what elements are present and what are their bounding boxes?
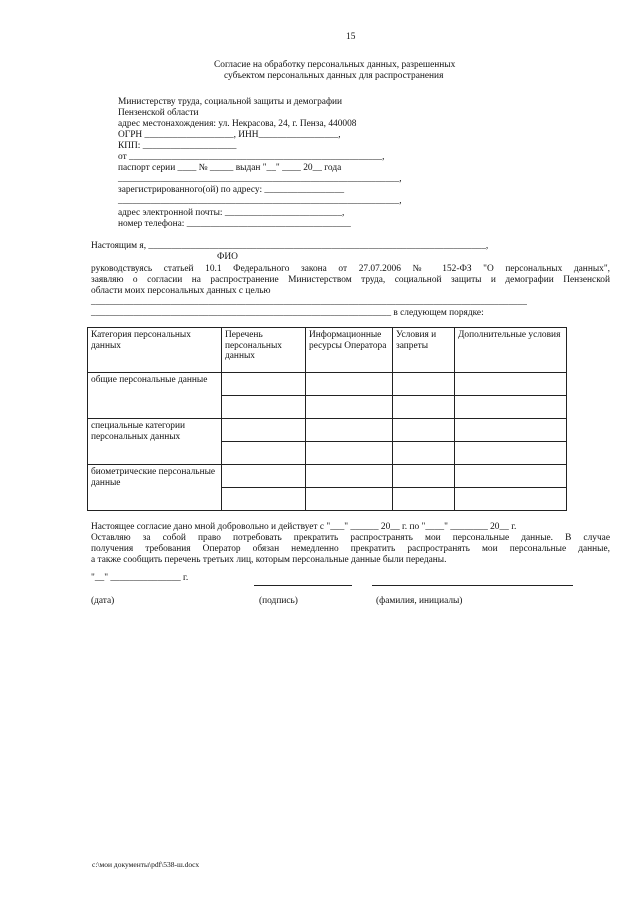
- from-field: от ______________________________________________________,: [118, 152, 385, 162]
- passport-cont-field: ____________________________________________________________,: [118, 174, 402, 184]
- table-category-cell: биометрические персональные данные: [88, 465, 222, 511]
- table-cell: [306, 465, 393, 488]
- table-header-cell: Информационные ресурсы Оператора: [306, 328, 393, 373]
- guided-line-1: руководствуясь статьей 10.1 Федерального закона от 27.07.2006 № 152-ФЗ "О персональных данных",: [91, 264, 610, 274]
- table-row: [88, 419, 567, 442]
- table-row: [88, 373, 567, 396]
- email-field: адрес электронной почты: _________________________,: [118, 208, 345, 218]
- table-cell: [455, 419, 567, 442]
- table-cell: [306, 396, 393, 419]
- title-line-1: Согласие на обработку персональных данных, разрешенных: [214, 60, 456, 70]
- footer-file-path: c:\мои документы\pdf\538-ш.docx: [92, 860, 200, 869]
- name-line: [372, 585, 573, 586]
- phone-field: номер телефона: ___________________________________: [118, 219, 351, 229]
- table-cell: [393, 465, 455, 488]
- addressee-address: адрес местонахождения: ул. Некрасова, 24, г. Пенза, 440008: [118, 119, 357, 129]
- table-cell: [222, 373, 306, 396]
- title-line-2: субъектом персональных данных для распространения: [224, 71, 444, 81]
- addressee-line-1: Министерству труда, социальной защиты и демографии: [118, 97, 343, 107]
- signature-label: (подпись): [259, 596, 298, 606]
- passport-field: паспорт серии ____ № _____ выдан "__" ____ 20__ года: [118, 163, 342, 173]
- intro-line: Настоящим я, ________________________________________________________________________,: [91, 241, 489, 251]
- date-value-field: "__" _______________ г.: [91, 573, 189, 583]
- consent-line-3: получения требования Оператор обязан немедленно прекратить распространять мои персональные данные,: [91, 544, 610, 554]
- table-cell: [455, 373, 567, 396]
- table-cell: [455, 396, 567, 419]
- table-cell: [393, 419, 455, 442]
- table-cell: [222, 465, 306, 488]
- table-cell: [306, 442, 393, 465]
- table-header-cell: Условия и запреты: [393, 328, 455, 373]
- table-cell: [222, 396, 306, 419]
- registered-address-field: зарегистрированного(ой) по адресу: _________________: [118, 185, 345, 195]
- table-cell: [306, 419, 393, 442]
- personal-data-table: [87, 327, 567, 511]
- table-cell: [393, 396, 455, 419]
- table-cell: [306, 488, 393, 511]
- table-cell: [455, 465, 567, 488]
- table-row: [88, 465, 567, 488]
- table-header-row: [88, 328, 567, 373]
- consent-line-4: а также сообщить перечень третьих лиц, которым персональные данные были переданы.: [91, 555, 447, 565]
- table-header-cell: Перечень персональных данных: [222, 328, 306, 373]
- date-label: (дата): [91, 596, 115, 606]
- kpp-field: КПП: ____________________: [118, 141, 237, 151]
- table-header-cell: Дополнительные условия: [455, 328, 567, 373]
- table-cell: [393, 488, 455, 511]
- addressee-line-2: Пензенской области: [118, 108, 199, 118]
- purpose-line: _____________________________________________________________________________________________: [91, 297, 527, 307]
- guided-line-2: заявляю о согласии на распространение Министерством труда, социальной защиты и демографии Пензенской: [91, 275, 610, 285]
- order-line: ________________________________________________________________ в следующем порядке:: [91, 308, 484, 318]
- page-number: 15: [346, 32, 356, 42]
- table-cell: [222, 488, 306, 511]
- table-cell: [222, 419, 306, 442]
- fio-label: ФИО: [217, 252, 238, 262]
- table-cell: [455, 488, 567, 511]
- guided-line-3: области моих персональных данных с целью: [91, 286, 271, 296]
- table-category-cell: общие персональные данные: [88, 373, 222, 419]
- table-category-cell: специальные категории персональных данных: [88, 419, 222, 465]
- registered-cont-field: ____________________________________________________________,: [118, 196, 402, 206]
- table-header-cell: Категория персональных данных: [88, 328, 222, 373]
- ogrn-inn-field: ОГРН ___________________, ИНН_________________,: [118, 130, 341, 140]
- table-cell: [455, 442, 567, 465]
- consent-line-1: Настоящее согласие дано мной добровольно и действует с "___" ______ 20__ г. по "____" ________ 20__ г.: [91, 522, 517, 532]
- consent-line-2: Оставляю за собой право потребовать прекратить распространять мои персональные данные. В случае: [91, 533, 610, 543]
- table-cell: [393, 373, 455, 396]
- table-cell: [222, 442, 306, 465]
- table-cell: [306, 373, 393, 396]
- signature-line: [254, 585, 352, 586]
- table-cell: [393, 442, 455, 465]
- name-label: (фамилия, инициалы): [376, 596, 463, 606]
